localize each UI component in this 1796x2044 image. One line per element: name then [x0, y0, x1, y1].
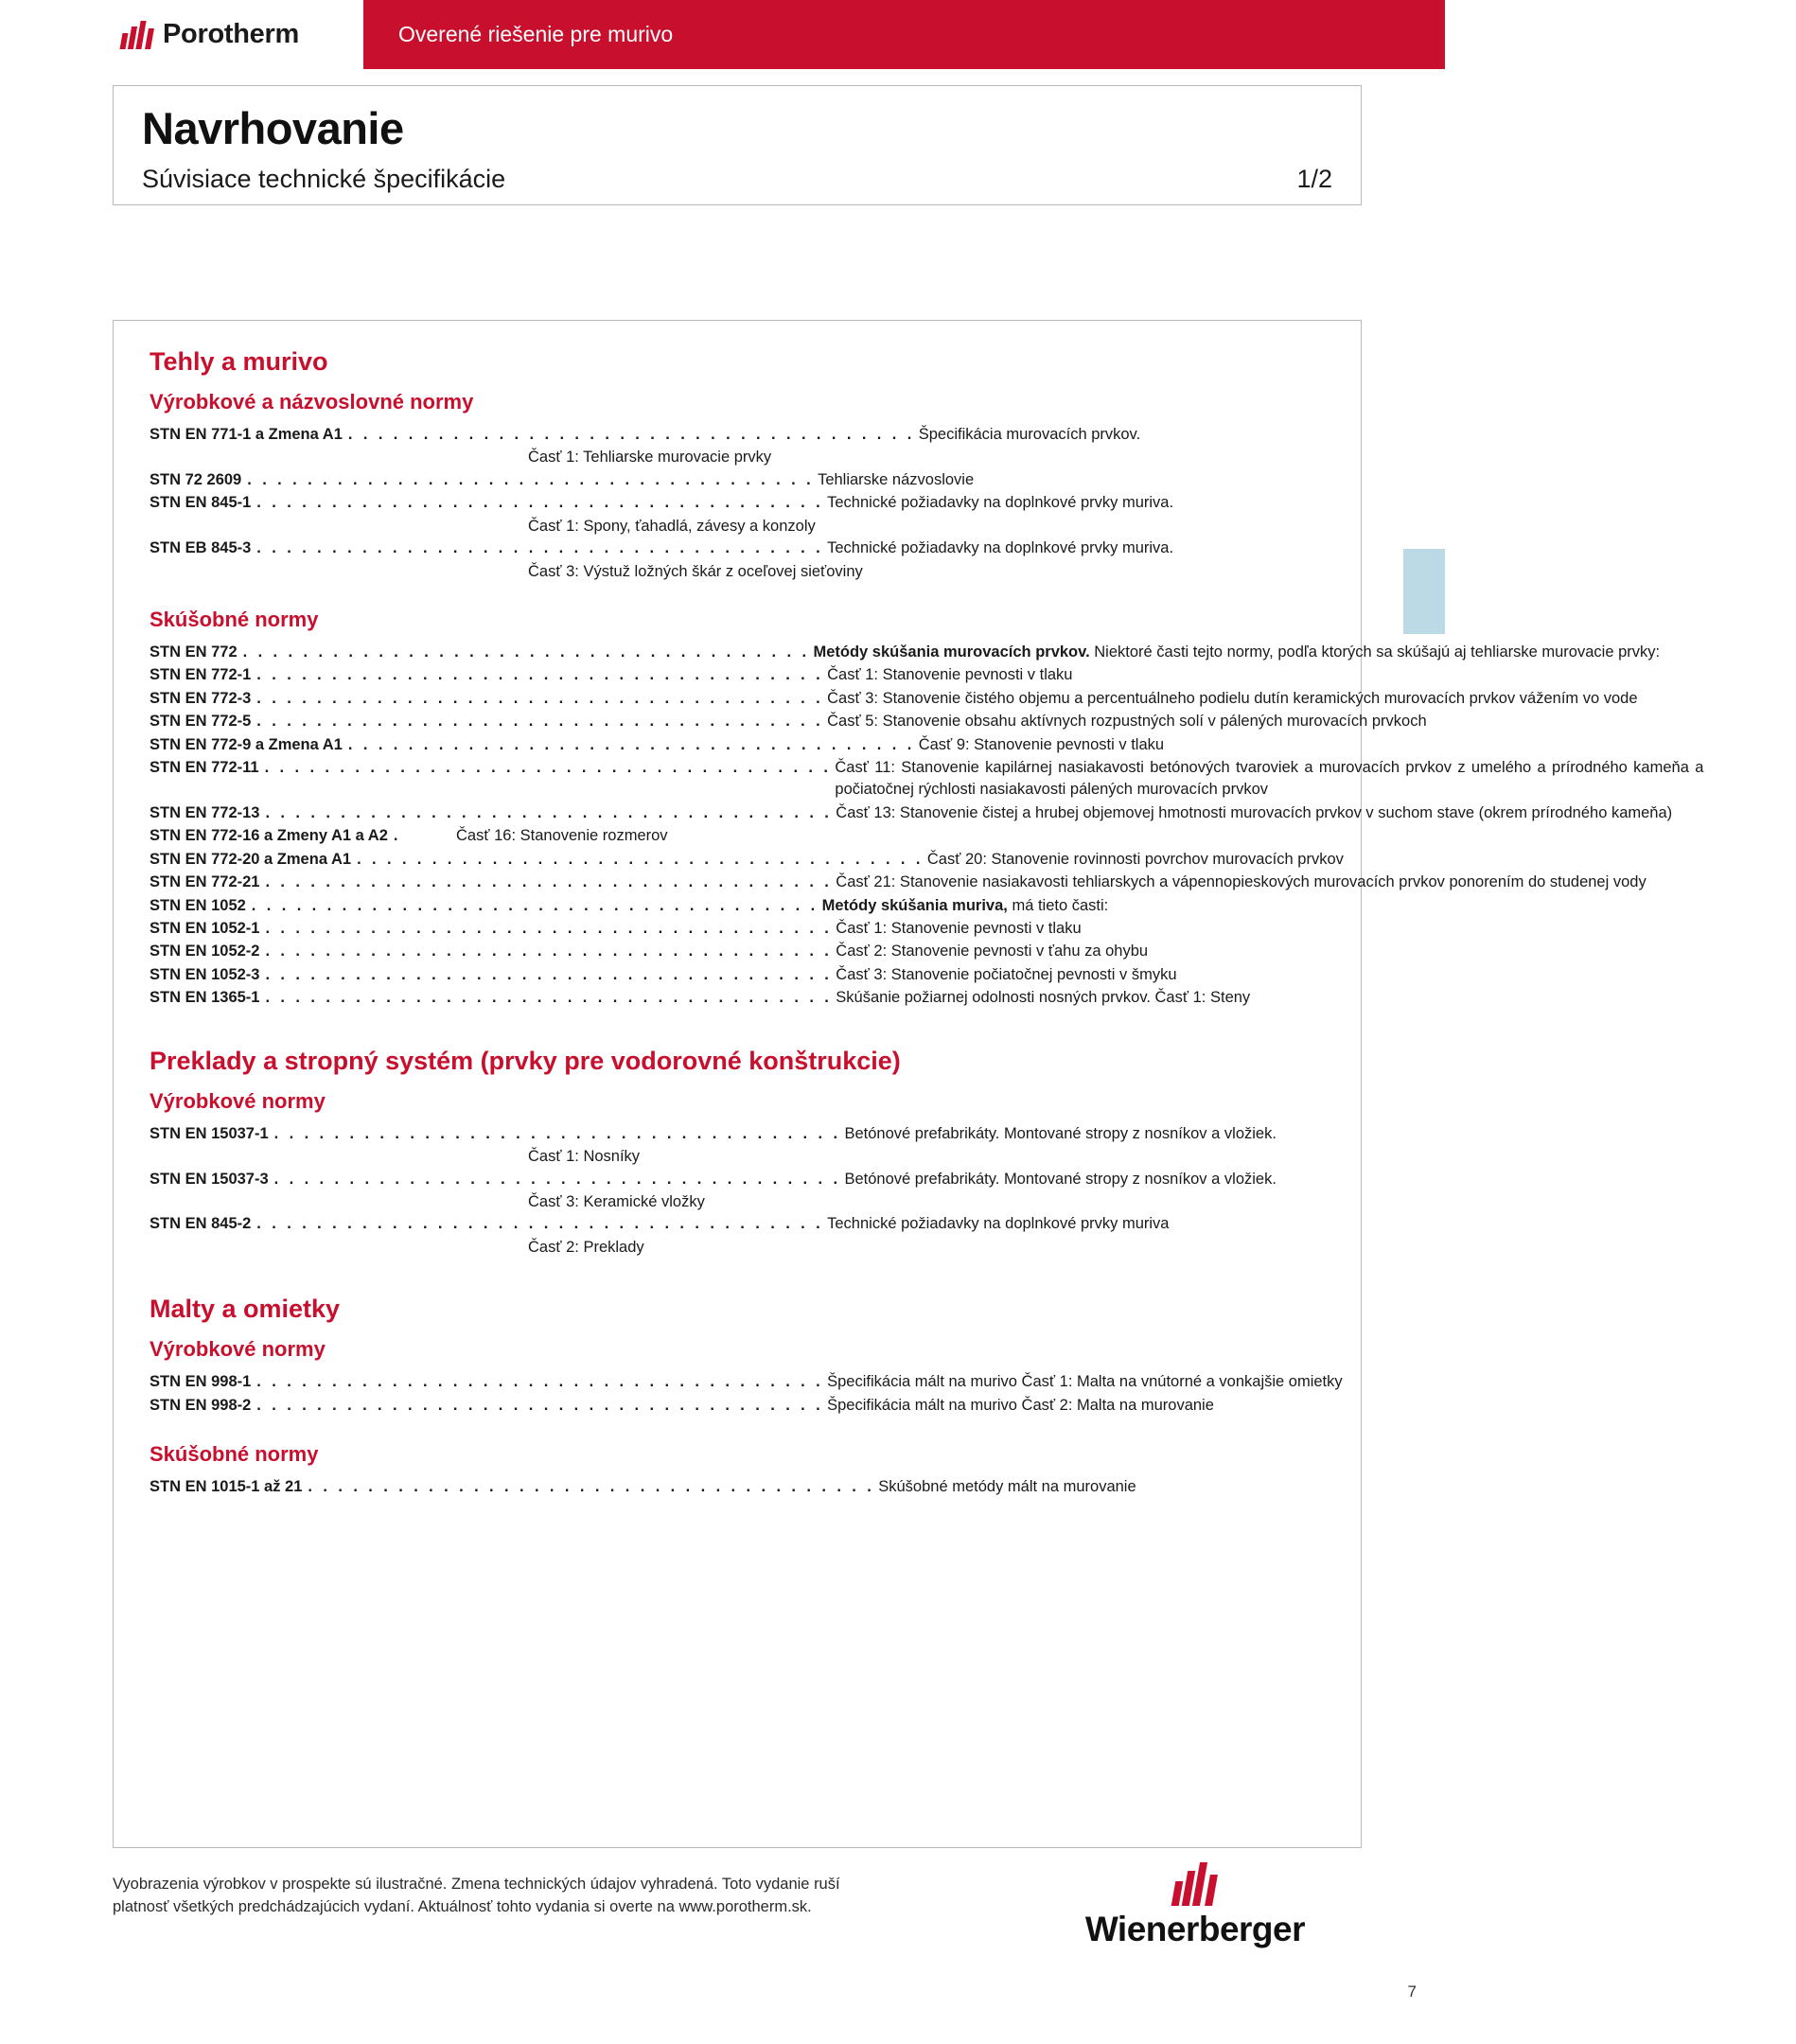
leader-dots: . . . . . . . . . . . . . . . . . . . . . . . . . . . . . . . . . . . . . .	[265, 965, 833, 983]
section-color-tab	[1403, 549, 1445, 634]
porotherm-bars-icon	[121, 21, 153, 49]
standard-entry	[150, 757, 1704, 802]
standard-continuation: Časť 1: Tehliarske murovacie prvky	[528, 449, 772, 467]
standard-code: STN 72 2609	[150, 470, 242, 488]
standard-code: STN EN 1052-3	[150, 965, 260, 983]
standard-entry	[150, 734, 1325, 756]
leader-dots: . . . . . . . . . . . . . . . . . . . . . . . . . . . . . . . . . . . . . .	[256, 689, 824, 707]
section-heading: Preklady a stropný systém (prvky pre vodorovné konštrukcie)	[150, 1046, 901, 1075]
standard-description: Technické požiadavky na doplnkové prvky muriva	[827, 1215, 1170, 1233]
standard-code: STN EN 772-13	[150, 803, 260, 821]
standard-continuation: Časť 3: Keramické vložky	[528, 1192, 705, 1210]
standard-entry	[150, 964, 1325, 986]
standard-code: STN EN 772-20 a Zmena A1	[150, 850, 352, 868]
standard-entry	[150, 537, 1325, 559]
title-row	[142, 165, 1332, 194]
standard-entry	[150, 664, 1325, 686]
standard-description	[820, 895, 1691, 917]
standard-entry	[150, 825, 1325, 847]
section-heading: Tehly a murivo	[150, 347, 328, 376]
standard-entry	[150, 469, 1325, 491]
wienerberger-name: Wienerberger	[1084, 1910, 1305, 1948]
leader-dots: . . . . . . . . . . . . . . . . . . . . . . . . . . . . . . . . . . . . . .	[242, 643, 810, 661]
standard-description: Tehliarske názvoslovie	[818, 470, 975, 488]
footer	[113, 1874, 1362, 1949]
standard-description: Časť 9: Stanovenie pevnosti v tlaku	[918, 735, 1165, 753]
standard-entry	[150, 1123, 1325, 1145]
leader-dots: . . . . . . . . . . . . . . . . . . . . . . . . . . . . . . . . . . . . . .	[265, 989, 833, 1007]
standard-description: Časť 3: Stanovenie čistého objemu a percentuálneho podielu dutín keramických murovacích prvkov vážením vo vode	[827, 689, 1638, 707]
standard-continuation: Časť 3: Výstuž ložných škár z oceľovej sieťoviny	[528, 562, 863, 580]
standard-continuation: Časť 2: Preklady	[528, 1238, 644, 1256]
standard-continuation: Časť 1: Spony, ťahadlá, závesy a konzoly	[528, 517, 816, 535]
standard-code: STN EN 1052-1	[150, 920, 260, 938]
standard-description: Skúšanie požiarnej odolnosti nosných prvkov. Časť 1: Steny	[836, 989, 1251, 1007]
standard-entry	[150, 849, 1344, 871]
standard-code: STN EN 772-1	[150, 666, 252, 684]
footer-disclaimer: Vyobrazenia výrobkov v prospekte sú ilustračné. Zmena technických údajov vyhradená. Toto vydanie ruší platnosť všetkých predchádzajúcich vydaní. Aktuálnosť tohto vydania si overte na www.porotherm.sk.	[113, 1876, 840, 1915]
standard-description: Špecifikácia murovacích prvkov.	[918, 426, 1141, 443]
standard-description: Špecifikácia mált na murivo Časť 2: Malta na murovanie	[827, 1396, 1214, 1414]
title-box	[113, 85, 1362, 205]
leader-dots: . . . . . . . . . . . . . . . . . . . . . . . . . . . . . . . . . . . . . .	[347, 426, 915, 443]
standard-code: STN EN 772-16 a Zmeny A1 a A2	[150, 827, 388, 845]
standard-entry	[150, 642, 1661, 663]
standard-code: STN EN 998-1	[150, 1373, 252, 1391]
leader-dots: . . . . . . . . . . . . . . . . . . . . . . . . . . . . . . . . . . . . . .	[265, 943, 833, 960]
page-number: 7	[1407, 1982, 1417, 2000]
standard-description: Skúšobné metódy mált na murovanie	[878, 1478, 1136, 1496]
section-gap	[150, 1259, 1325, 1295]
standard-entry	[150, 941, 1325, 962]
standard-code: STN EN 772-3	[150, 689, 252, 707]
standard-code: STN EN 15037-1	[150, 1124, 269, 1142]
standard-code: STN EN 1052-2	[150, 943, 260, 960]
standard-code: STN EN 1052	[150, 896, 246, 914]
leader-dots: . . . . . . . . . . . . . . . . . . . . . . . . . . . . . . . . . . . . . .	[265, 873, 833, 891]
leader-dots: . . . . . . . . . . . . . . . . . . . . . . . . . . . . . . . . . . . . . .	[273, 1170, 841, 1188]
page-subtitle: Súvisiace technické špecifikácie	[142, 165, 506, 194]
standard-description: Betónové prefabrikáty. Montované stropy z nosníkov a vložiek.	[844, 1124, 1277, 1142]
leader-dots: . . . . . . . . . . . . . . . . . . . . . . . . . . . . . . . . . . . . . .	[347, 735, 915, 753]
leader-dots: . . . . . . . . . . . . . . . . . . . . . . . . . . . . . . . . . . . . . .	[256, 666, 824, 684]
section-heading: Malty a omietky	[150, 1295, 341, 1324]
standard-entry	[150, 1395, 1325, 1417]
page-title: Navrhovanie	[142, 103, 404, 153]
leader-dots: . . . . . . . . . . . . . . . . . . . . . . . . . . . . . . . . . . . . . .	[265, 920, 833, 938]
brand-area	[0, 0, 363, 69]
leader-dots: . . . . . . . . . . . . . . . . . . . . . . . . . . . . . . . . . . . . . .	[308, 1478, 875, 1496]
standard-code: STN EN 845-1	[150, 494, 252, 512]
standard-entry	[150, 802, 1673, 824]
sections-container	[150, 347, 1704, 1499]
leader-dots: . . . . . . . . . . . . . . . . . . . . . . . . . . . . . . . . . . . . . .	[251, 896, 819, 914]
standard-description: Časť 16: Stanovenie rozmerov	[456, 827, 668, 845]
leader-dots: .	[393, 827, 401, 845]
leader-dots: . . . . . . . . . . . . . . . . . . . . . . . . . . . . . . . . . . . . . .	[256, 494, 824, 512]
standard-code: STN EN 1365-1	[150, 989, 260, 1007]
standard-entry	[150, 424, 1325, 446]
page-indicator: 1/2	[1296, 165, 1332, 194]
standard-description: Časť 11: Stanovenie kapilárnej nasiakavosti betónových tvaroviek a murovacích prvkov z umelého a prírodného kameňa a počiatočnej rýchlosti nasiakavosti pálených murovacích prvkov	[835, 759, 1704, 799]
standard-entry	[150, 492, 1325, 514]
wienerberger-logo	[1085, 1862, 1305, 1949]
standard-entry	[150, 1213, 1325, 1235]
subsection-heading: Výrobkové normy	[150, 1337, 326, 1362]
standard-description: Technické požiadavky na doplnkové prvky muriva.	[827, 494, 1174, 512]
standard-code: STN EN 772-11	[150, 759, 259, 777]
standard-description: Časť 20: Stanovenie rovinnosti povrchov murovacích prvkov	[926, 850, 1344, 868]
standard-code: STN EN 998-2	[150, 1396, 252, 1414]
leader-dots: . . . . . . . . . . . . . . . . . . . . . . . . . . . . . . . . . . . . . .	[256, 1396, 824, 1414]
leader-dots: . . . . . . . . . . . . . . . . . . . . . . . . . . . . . . . . . . . . . .	[273, 1124, 841, 1142]
standard-description: Časť 1: Stanovenie pevnosti v tlaku	[827, 666, 1073, 684]
wienerberger-bars-icon	[1173, 1862, 1217, 1906]
standard-entry	[150, 895, 1325, 917]
standard-description: Časť 1: Stanovenie pevnosti v tlaku	[836, 920, 1082, 938]
standard-description-bold: Metódy skúšania murovacích prvkov.	[813, 643, 1090, 661]
leader-dots: . . . . . . . . . . . . . . . . . . . . . . . . . . . . . . . . . . . . . .	[247, 470, 815, 488]
standard-entry	[150, 1476, 1325, 1498]
standard-entry	[150, 918, 1325, 940]
standard-description-rest: má tieto časti:	[1007, 896, 1109, 914]
standard-description: Časť 21: Stanovenie nasiakavosti tehliarskych a vápennopieskových murovacích prvkov ponorením do studenej vody	[836, 873, 1646, 891]
standard-description: Časť 3: Stanovenie počiatočnej pevnosti v šmyku	[836, 965, 1177, 983]
subsection-gap	[150, 1418, 1325, 1442]
standard-description-bold: Metódy skúšania muriva,	[821, 896, 1008, 914]
leader-dots: . . . . . . . . . . . . . . . . . . . . . . . . . . . . . . . . . . . . . .	[256, 1215, 824, 1233]
standard-description: Technické požiadavky na doplnkové prvky muriva.	[827, 539, 1174, 557]
standard-entry	[150, 688, 1638, 710]
subsection-heading: Výrobkové a názvoslovné normy	[150, 390, 474, 414]
standard-description: Špecifikácia mált na murivo Časť 1: Malta na vnútorné a vonkajšie omietky	[827, 1373, 1343, 1391]
standard-code: STN EN 15037-3	[150, 1170, 269, 1188]
standard-code: STN EN 1015-1 až 21	[150, 1478, 303, 1496]
standard-description: Časť 2: Stanovenie pevnosti v ťahu za ohybu	[836, 943, 1149, 960]
leader-dots: . . . . . . . . . . . . . . . . . . . . . . . . . . . . . . . . . . . . . .	[256, 539, 824, 557]
standard-entry	[150, 1371, 1343, 1393]
subsection-heading: Skúšobné normy	[150, 1442, 319, 1467]
standard-code: STN EN 772-5	[150, 713, 252, 731]
leader-dots: . . . . . . . . . . . . . . . . . . . . . . . . . . . . . . . . . . . . . .	[265, 803, 833, 821]
standard-code: STN EN 772-21	[150, 873, 260, 891]
subsection-gap	[150, 583, 1325, 608]
leader-dots: . . . . . . . . . . . . . . . . . . . . . . . . . . . . . . . . . . . . . .	[256, 713, 824, 731]
standard-entry	[150, 987, 1325, 1009]
subsection-heading: Výrobkové normy	[150, 1088, 326, 1113]
header-bar	[0, 0, 1445, 69]
standard-description-rest: Niektoré časti tejto normy, podľa ktorých sa skúšajú aj tehliarske murovacie prvky:	[1089, 643, 1661, 661]
standard-code: STN EN 771-1 a Zmena A1	[150, 426, 343, 443]
standard-code: STN EN 845-2	[150, 1215, 252, 1233]
standard-continuation: Časť 1: Nosníky	[528, 1148, 641, 1166]
brand-name: Porotherm	[163, 19, 299, 49]
leader-dots: . . . . . . . . . . . . . . . . . . . . . . . . . . . . . . . . . . . . . .	[357, 850, 924, 868]
porotherm-logo	[121, 19, 299, 50]
leader-dots: . . . . . . . . . . . . . . . . . . . . . . . . . . . . . . . . . . . . . .	[256, 1373, 824, 1391]
standard-code: STN EN 772	[150, 643, 238, 661]
standard-entry	[150, 872, 1646, 893]
standard-code: STN EN 772-9 a Zmena A1	[150, 735, 343, 753]
header-tagline: Overené riešenie pre murivo	[363, 0, 1445, 69]
standard-description: Časť 13: Stanovenie čistej a hrubej objemovej hmotnosti murovacích prvkov v suchom stave (okrem prírodného kameňa)	[836, 803, 1673, 821]
standard-description: Časť 5: Stanovenie obsahu aktívnych rozpustných solí v pálených murovacích prvkoch	[827, 713, 1427, 731]
subsection-heading: Skúšobné normy	[150, 607, 319, 631]
standard-description: Betónové prefabrikáty. Montované stropy z nosníkov a vložiek.	[844, 1170, 1277, 1188]
standard-code: STN EB 845-3	[150, 539, 252, 557]
standard-entry	[150, 1169, 1325, 1190]
leader-dots: . . . . . . . . . . . . . . . . . . . . . . . . . . . . . . . . . . . . . .	[264, 759, 832, 777]
standard-entry	[150, 711, 1427, 732]
content-box	[113, 320, 1704, 1848]
standard-description	[811, 642, 1682, 663]
section-gap	[150, 1011, 1325, 1047]
